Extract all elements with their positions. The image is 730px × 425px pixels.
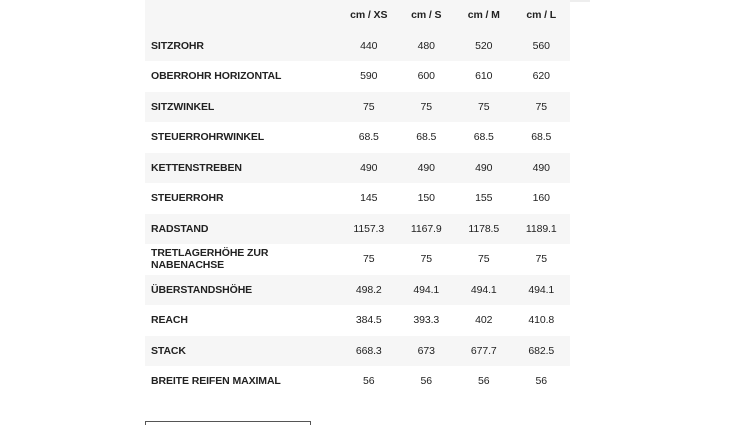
table-row: [145, 366, 570, 397]
table-row: [145, 122, 570, 153]
cell-value: 68.5: [416, 131, 437, 144]
table-row: [145, 61, 570, 92]
cell-value: 498.2: [340, 275, 398, 306]
cell-value: 490: [398, 153, 456, 184]
cell-value: 68.5: [358, 131, 379, 144]
cell-value: 160: [532, 192, 550, 205]
cell-value: 75: [340, 92, 398, 123]
cell-value: 68.5: [473, 131, 494, 144]
table-row: [145, 183, 570, 214]
table-row: [145, 31, 570, 62]
row-label: SITZROHR: [145, 31, 340, 62]
row-label: BREITE REIFEN MAXIMAL: [151, 375, 281, 388]
cell-value: 494.1: [398, 275, 456, 306]
cell-value: 677.7: [455, 336, 513, 367]
cell-value: 393.3: [413, 314, 440, 327]
row-label: REACH: [151, 314, 188, 327]
cell-value: 560: [513, 31, 571, 62]
row-label: STACK: [145, 336, 340, 367]
cell-value: 150: [417, 192, 435, 205]
row-label: ÜBERSTANDSHÖHE: [145, 275, 340, 306]
column-header-xs: cm / XS: [340, 0, 398, 31]
cell-value: 490: [513, 153, 571, 184]
cell-value: 75: [363, 253, 375, 266]
cell-value: 68.5: [531, 131, 552, 144]
cell-value: 520: [455, 31, 513, 62]
cell-value: 145: [360, 192, 378, 205]
cell-value: 494.1: [455, 275, 513, 306]
cell-value: 75: [455, 92, 513, 123]
cell-value: 56: [420, 375, 432, 388]
geometry-table: [145, 0, 570, 397]
cell-value: 1167.9: [398, 214, 456, 245]
cell-value: 75: [535, 253, 547, 266]
table-row: [145, 214, 570, 245]
cell-value: 384.5: [355, 314, 382, 327]
row-label: SITZWINKEL: [145, 92, 340, 123]
cell-value: 1157.3: [340, 214, 398, 245]
cell-value: 56: [478, 375, 490, 388]
cell-value: 490: [340, 153, 398, 184]
cell-value: 56: [363, 375, 375, 388]
cell-value: 668.3: [340, 336, 398, 367]
table-row: [145, 244, 570, 275]
cell-value: 440: [340, 31, 398, 62]
table-row: [145, 336, 570, 367]
cell-value: 490: [455, 153, 513, 184]
table-row: [145, 92, 570, 123]
row-label: OBERROHR HORIZONTAL: [151, 70, 282, 83]
cell-value: 75: [478, 253, 490, 266]
cell-value: 75: [513, 92, 571, 123]
cell-value: 673: [398, 336, 456, 367]
row-label: STEUERROHRWINKEL: [151, 131, 265, 144]
cell-value: 155: [475, 192, 493, 205]
table-header-row: [145, 0, 570, 31]
column-header-l: cm / L: [513, 0, 571, 31]
table-row: [145, 275, 570, 306]
cell-value: 1189.1: [513, 214, 571, 245]
cell-value: 410.8: [528, 314, 555, 327]
table-row: [145, 153, 570, 184]
cell-value: 75: [420, 253, 432, 266]
row-label: STEUERROHR: [151, 192, 224, 205]
cell-value: 620: [532, 70, 550, 83]
table-row: [145, 305, 570, 336]
column-header-m: cm / M: [455, 0, 513, 31]
cell-value: 56: [535, 375, 547, 388]
cell-value: 75: [398, 92, 456, 123]
column-header-label: [145, 0, 340, 31]
row-label: KETTENSTREBEN: [145, 153, 340, 184]
cell-value: 590: [360, 70, 378, 83]
cell-value: 402: [475, 314, 493, 327]
cell-value: 1178.5: [455, 214, 513, 245]
cell-value: 480: [398, 31, 456, 62]
cell-value: 600: [417, 70, 435, 83]
row-label: TRETLAGERHÖHE ZUR NABENACHSE: [151, 247, 269, 272]
cell-value: 610: [475, 70, 493, 83]
column-header-s: cm / S: [398, 0, 456, 31]
cell-value: 494.1: [513, 275, 571, 306]
cell-value: 682.5: [513, 336, 571, 367]
button-outline[interactable]: [145, 421, 311, 425]
row-label: RADSTAND: [145, 214, 340, 245]
